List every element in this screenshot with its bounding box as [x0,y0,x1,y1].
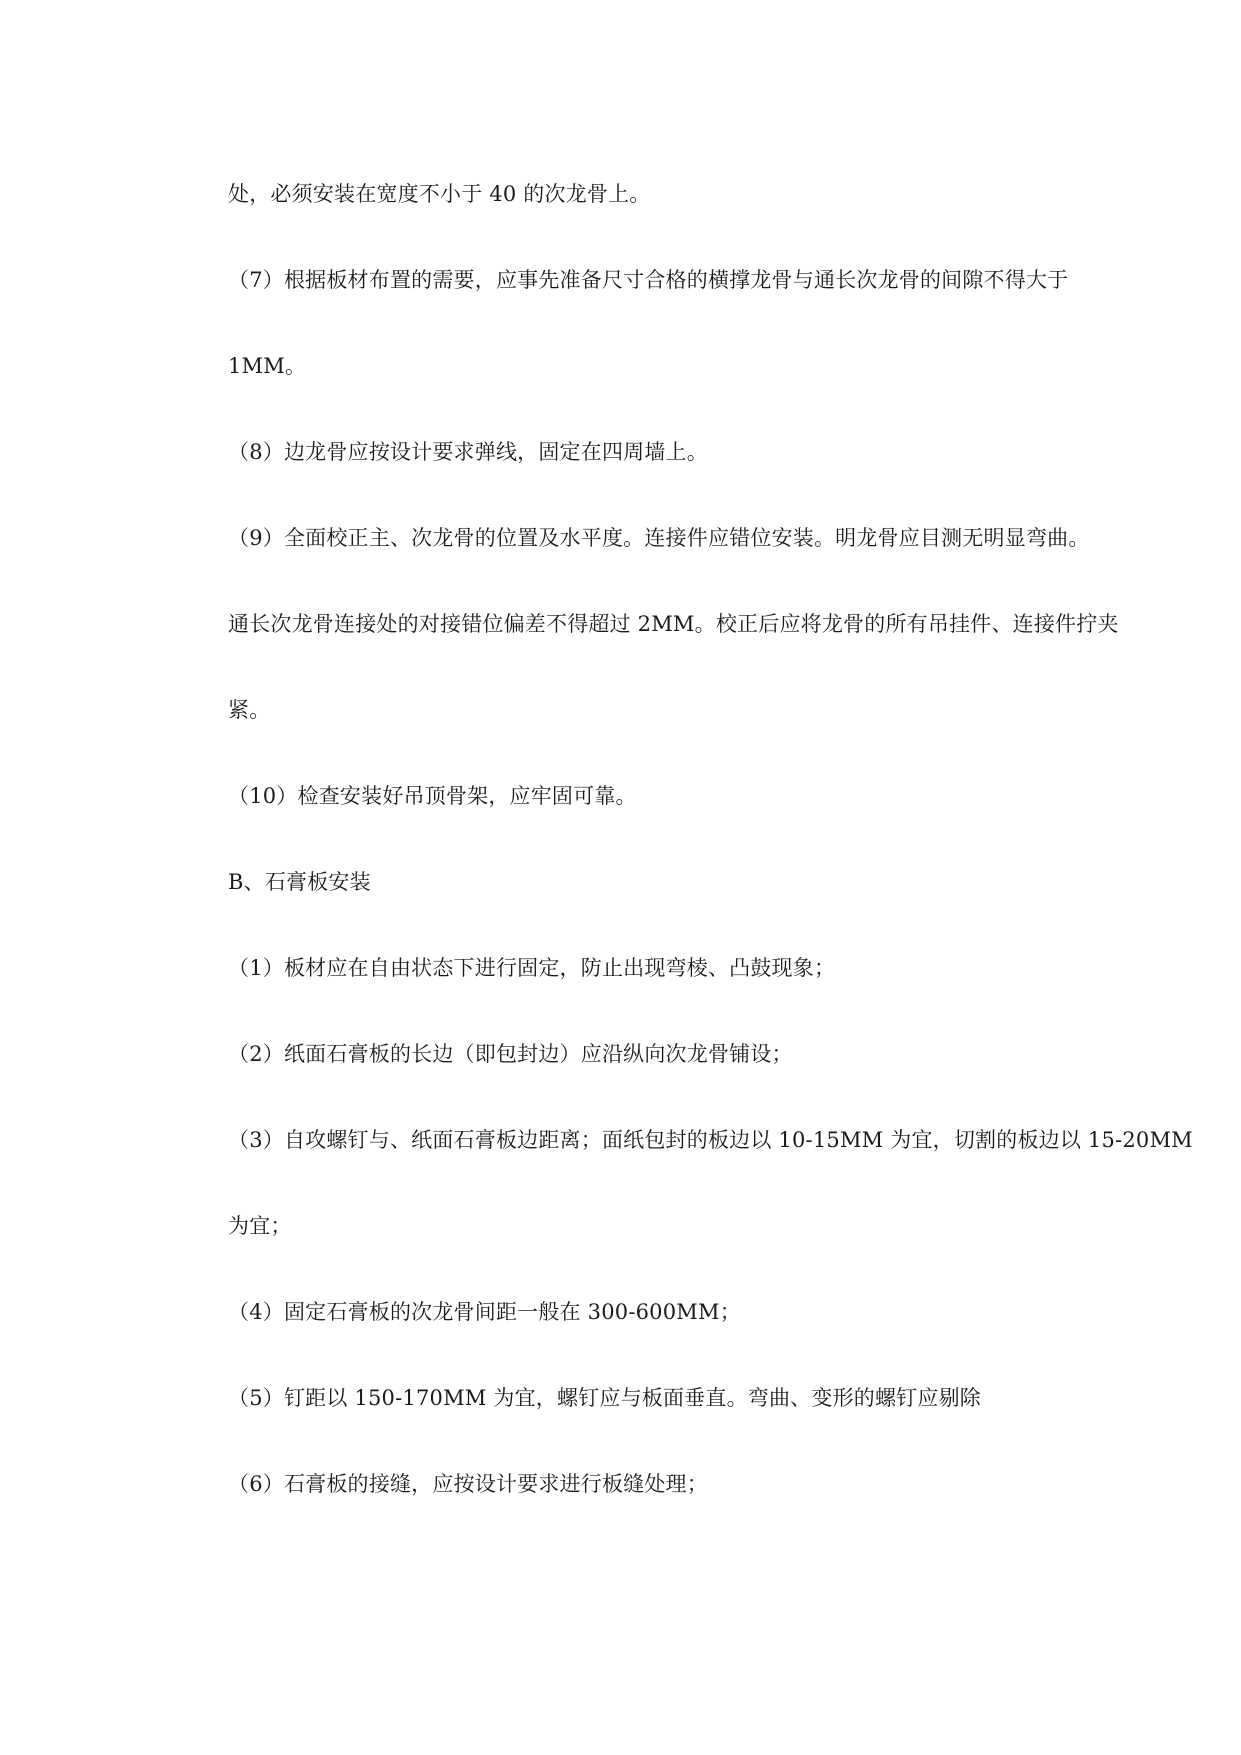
text-line-5: （9）全面校正主、次龙骨的位置及水平度。连接件应错位安装。明龙骨应目测无明显弯曲。 [228,526,1090,550]
text-line-6: 通长次龙骨连接处的对接错位偏差不得超过 2MM。校正后应将龙骨的所有吊挂件、连接件拧夹 [228,612,1119,636]
text-line-1: 处，必须安装在宽度不小于 40 的次龙骨上。 [228,182,651,206]
text-line-2: （7）根据板材布置的需要，应事先准备尺寸合格的横撑龙骨与通长次龙骨的间隙不得大于 [228,268,1069,292]
text-line-4: （8）边龙骨应按设计要求弹线，固定在四周墙上。 [228,440,708,464]
text-line-11: （2）纸面石膏板的长边（即包封边）应沿纵向次龙骨铺设； [228,1042,793,1066]
text-line-8: （10）检查安装好吊顶骨架，应牢固可靠。 [228,784,637,808]
text-line-14: （4）固定石膏板的次龙骨间距一般在 300-600MM； [228,1300,741,1324]
text-line-12: （3）自攻螺钉与、纸面石膏板边距离；面纸包封的板边以 10-15MM 为宜，切割的板边以 15-20MM [228,1128,1193,1152]
text-line-16: （6）石膏板的接缝，应按设计要求进行板缝处理； [228,1472,708,1496]
text-line-15: （5）钉距以 150-170MM 为宜，螺钉应与板面垂直。弯曲、变形的螺钉应剔除 [228,1386,981,1410]
text-line-7: 紧。 [228,698,271,722]
text-line-13: 为宜； [228,1214,292,1238]
section-heading: B、石膏板安装 [228,870,371,894]
text-line-3: 1MM。 [228,354,307,378]
text-line-10: （1）板材应在自由状态下进行固定，防止出现弯棱、凸鼓现象； [228,956,836,980]
